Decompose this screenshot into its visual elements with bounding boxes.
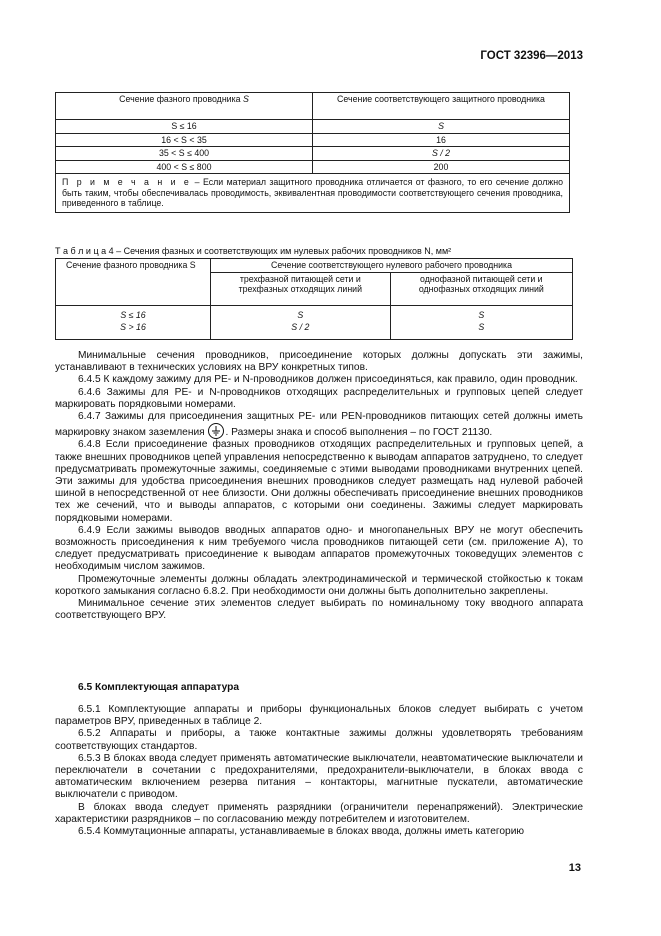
table4-sub-single-phase: однофазной питающей сети и однофазных отходящих линий (390, 272, 572, 305)
document-code: ГОСТ 32396—2013 (480, 50, 583, 62)
paragraph-6-4-7: 6.4.7 Зажимы для присоединения защитных PE- или PEN-проводников питающих сетей должны иметь маркировку знаком заземления . Размеры знака и способ выполнения – по ГОСТ 21130. (55, 411, 583, 439)
paragraph-6-4-9: 6.4.9 Если зажимы выводов вводных аппаратов одно- и многопанельных ВРУ не могут обеспечить возможность присоединения к ним требуемого числа проводников питающей сети (см. приложение А), то следует предусматривать присоединение к выводам аппаратов промежуточных токоведущих элементов с необходимым числом зажимов. (55, 524, 583, 573)
table-row: 35 < S ≤ 400 S / 2 (56, 147, 570, 161)
table-neutral-conductor (55, 258, 573, 340)
table4-group-head: Сечение соответствующего нулевого рабочего проводника (211, 259, 573, 273)
paragraph-6-5-4: 6.5.4 Коммутационные аппараты, устанавливаемые в блоках ввода, должны иметь категорию (78, 826, 525, 838)
table-row: S ≤ 16 S (56, 120, 570, 134)
paragraph-6-5-3: 6.5.3 В блоках ввода следует применять автоматические выключатели, неавтоматические выключатели и переключатели в сочетании с предохранителями, предохранители-выключатели, в блоках ввода с автоматическим включением резерва питания – контакторы, магнитные пускатели, автоматические выключатели с приводом. (55, 752, 583, 801)
table-row: 400 < S ≤ 800 200 (56, 160, 570, 174)
table-protective-conductor (55, 92, 570, 213)
paragraph: Минимальные сечения проводников, присоединение которых должны допускать эти зажимы, устанавливают в технических условиях на ВРУ конкретных типов. (55, 350, 583, 374)
table4-sub-three-phase: трехфазной питающей сети и трехфазных отходящих линий (211, 272, 391, 305)
paragraph: Промежуточные элементы должны обладать электродинамической и термической стойкостью к токам короткого замыкания согласно 6.8.2. При необходимости они должны быть дополнительно закреплены. (55, 573, 583, 597)
text-block-6-5 (55, 704, 583, 838)
text-block-6-4 (55, 350, 583, 622)
paragraph-6-4-5: 6.4.5 К каждому зажиму для PE- и N-проводников должен присоединяться, как правило, один проводник. (78, 374, 578, 386)
table-row: 16 < S < 35 16 (56, 133, 570, 147)
table3-head-phase: Сечение фазного проводника S (56, 93, 313, 120)
table-row: S > 16 S / 2 S (56, 321, 573, 339)
table4-head-phase: Сечение фазного проводника S (56, 259, 211, 306)
paragraph-6-5-2: 6.5.2 Аппараты и приборы, а также контактные зажимы должны удовлетворять требованиям соответствующих стандартов. (55, 728, 583, 752)
paragraph: Минимальное сечение этих элементов следует выбирать по номинальному току вводного аппарата соответствующего ВРУ. (55, 598, 583, 622)
paragraph-6-4-8: 6.4.8 Если присоединение фазных проводников отходящих распределительных и групповых цепей, а также внешних проводников цепей управления непосредственно к выводам аппаратов затруднено, то следует предусматривать промежуточные зажимы, соединяемые с этими выводами проводниками внутренних цепей. Эти зажимы для удобства присоединения внешних проводников следует размещать над нулевой рабочей шиной в непосредственной от нее близости. Они должны обеспечивать присоединение внешних проводников тех же сечений, что и выводы аппаратов, с которыми они соединены. Зажимы следует маркировать порядковыми номерами. (55, 439, 583, 524)
ground-symbol-icon (208, 423, 224, 439)
page-number: 13 (568, 862, 581, 874)
section-title-6-5: 6.5 Комплектующая аппаратура (78, 682, 240, 693)
table-row: S ≤ 16 S S (56, 305, 573, 321)
paragraph: В блоках ввода следует применять разрядники (ограничители перенапряжений). Электрические характеристики разрядников – по согласованию между потребителем и изготовителем. (55, 801, 583, 825)
paragraph-6-5-1: 6.5.1 Комплектующие аппараты и приборы функциональных блоков следует выбирать с учетом параметров ВРУ, приведенных в таблице 2. (55, 704, 583, 728)
paragraph-6-4-6: 6.4.6 Зажимы для PE- и N-проводников отходящих распределительных и групповых цепей следует маркировать порядковыми номерами. (55, 386, 583, 410)
table3-note: П р и м е ч а н и е – Если материал защитного проводника отличается от фазного, то его сечение должно быть таким, чтобы обеспечивалась проводимость, эквивалентная проводимости соответствующего сечения проводника, приведенного в таблице. (56, 174, 570, 213)
table3-head-protective: Сечение соответствующего защитного проводника (313, 93, 570, 120)
table4-caption: Т а б л и ц а 4 – Сечения фазных и соответствующих им нулевых рабочих проводников N, мм² (55, 246, 452, 256)
